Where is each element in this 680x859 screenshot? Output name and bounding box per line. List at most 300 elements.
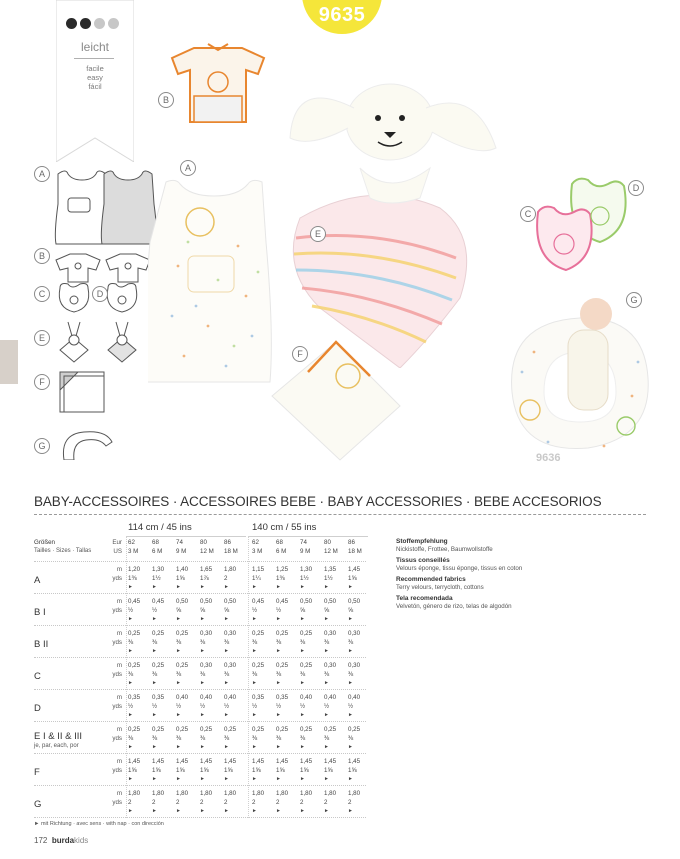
fabric-width-140: 140 cm / 55 ins [252, 522, 317, 533]
yard-cell: ⅜ [348, 735, 354, 742]
difficulty-dot [108, 18, 119, 29]
fabric-title-es: Tela recomendada [396, 595, 453, 602]
size-us-cell: 9 M [300, 548, 311, 555]
meter-cell: 0,30 [324, 630, 337, 637]
size-us-cell: 12 M [324, 548, 338, 555]
size-eur-cell: 80 [200, 539, 207, 546]
nap-arrow: ► [224, 712, 229, 718]
photo-letter-a: A [180, 160, 196, 176]
size-eur-cell: 68 [152, 539, 159, 546]
meter-cell: 0,30 [200, 630, 213, 637]
yard-cell: 1⅝ [300, 767, 309, 774]
nap-arrow: ► [224, 776, 229, 782]
nap-arrow: ► [300, 712, 305, 718]
page-number: 172 [34, 836, 48, 845]
nap-arrow: ► [276, 648, 281, 654]
meter-cell: 0,25 [252, 726, 265, 733]
meter-cell: 0,35 [128, 694, 141, 701]
nap-arrow: ► [128, 584, 133, 590]
yard-cell: ⅜ [324, 671, 330, 678]
yard-cell: 1½ [324, 575, 333, 582]
yard-cell: ⅜ [276, 671, 282, 678]
meter-cell: 1,45 [128, 758, 141, 765]
meter-cell: 0,25 [128, 630, 141, 637]
nap-arrow: ► [324, 712, 329, 718]
meter-cell: 1,45 [152, 758, 165, 765]
nap-arrow: ► [128, 808, 133, 814]
meter-cell: 1,30 [300, 566, 313, 573]
nap-arrow: ► [276, 616, 281, 622]
section-heading: BABY-ACCESSOIRES · ACCESSOIRES BEBE · BABY ACCESSORIES · BEBE ACCESORIOS [34, 494, 602, 509]
meter-cell: 0,25 [200, 726, 213, 733]
nap-arrow: ► [200, 680, 205, 686]
meter-cell: 0,45 [152, 598, 165, 605]
size-eur-cell: 74 [300, 539, 307, 546]
meter-cell: 0,25 [300, 662, 313, 669]
yard-cell: 2 [324, 799, 328, 806]
nap-arrow: ► [200, 776, 205, 782]
row-divider [34, 625, 366, 626]
unit-m: m [116, 694, 122, 701]
meter-cell: 1,15 [252, 566, 265, 573]
nap-arrow: ► [200, 616, 205, 622]
yard-cell: ½ [128, 607, 134, 614]
meter-cell: 0,30 [324, 662, 337, 669]
nap-arrow: ► [348, 680, 353, 686]
yard-cell: ⅜ [252, 671, 258, 678]
meter-cell: 0,30 [200, 662, 213, 669]
nap-arrow: ► [252, 616, 257, 622]
nap-arrow: ► [176, 776, 181, 782]
difficulty-dot [66, 18, 77, 29]
row-divider [34, 657, 366, 658]
nap-arrow: ► [152, 648, 157, 654]
nap-footnote: ► mit Richtung · avec sens · with nap · con dirección [34, 821, 164, 827]
nap-arrow: ► [152, 680, 157, 686]
nap-arrow: ► [324, 680, 329, 686]
meter-cell: 0,25 [176, 630, 189, 637]
meter-cell: 0,30 [224, 630, 237, 637]
meter-cell: 0,40 [300, 694, 313, 701]
meter-cell: 0,25 [252, 630, 265, 637]
yard-cell: ⅜ [324, 735, 330, 742]
fabric-text-de: Nickistoffe, Frottee, Baumwollstoffe [396, 546, 493, 553]
yard-cell: 2 [224, 799, 228, 806]
meter-cell: 1,45 [224, 758, 237, 765]
meter-cell: 1,45 [300, 758, 313, 765]
fabric-width-114: 114 cm / 45 ins [128, 522, 192, 533]
nap-arrow: ► [324, 776, 329, 782]
yard-cell: 1⅝ [200, 767, 209, 774]
row-divider [34, 689, 366, 690]
meter-cell: 0,40 [224, 694, 237, 701]
nap-arrow: ► [252, 584, 257, 590]
meter-cell: 0,35 [276, 694, 289, 701]
yard-cell: ⅜ [300, 639, 306, 646]
nap-arrow: ► [300, 648, 305, 654]
nap-arrow: ► [152, 808, 157, 814]
meter-cell: 0,30 [348, 662, 361, 669]
yard-cell: ½ [152, 607, 158, 614]
row-label: B II [34, 639, 49, 650]
yard-cell: ⅜ [128, 671, 134, 678]
yard-cell: 2 [252, 799, 256, 806]
yard-cell: 1¼ [252, 575, 261, 582]
photo-nursing-pillow [508, 292, 650, 460]
unit-yds: yds [112, 735, 122, 742]
size-eur-cell: 80 [324, 539, 331, 546]
meter-cell: 0,25 [152, 726, 165, 733]
unit-m: m [116, 790, 122, 797]
nap-arrow: ► [200, 648, 205, 654]
row-divider [34, 753, 366, 754]
yard-cell: ⅜ [348, 671, 354, 678]
difficulty-label-en: easy [87, 73, 103, 82]
yard-cell: 2 [200, 799, 204, 806]
brand-name: burda [51, 836, 75, 845]
yard-cell: ⅜ [176, 735, 182, 742]
nap-arrow: ► [348, 712, 353, 718]
meter-cell: 0,50 [324, 598, 337, 605]
meter-cell: 0,25 [152, 662, 165, 669]
meter-cell: 0,45 [252, 598, 265, 605]
column-group-divider [126, 536, 127, 818]
yard-cell: ⅜ [276, 639, 282, 646]
yard-cell: ⅜ [152, 639, 158, 646]
nap-arrow: ► [176, 744, 181, 750]
row-label: A [34, 575, 41, 586]
nap-arrow: ► [176, 648, 181, 654]
yard-cell: ½ [276, 703, 282, 710]
nap-arrow: ► [252, 712, 257, 718]
fabric-title-de: Stoffempfehlung [396, 538, 448, 545]
drawing-sleeping-bag [55, 171, 156, 244]
yard-cell: 1⅞ [200, 575, 209, 582]
unit-yds: yds [112, 799, 122, 806]
nap-arrow: ► [152, 584, 157, 590]
nap-arrow: ► [176, 584, 181, 590]
meter-cell: 0,35 [252, 694, 265, 701]
nap-arrow: ► [176, 680, 181, 686]
yard-cell: ⅜ [200, 735, 206, 742]
row-divider [34, 721, 366, 722]
nap-arrow: ► [300, 808, 305, 814]
nap-arrow: ► [200, 584, 205, 590]
size-us-cell: 12 M [200, 548, 214, 555]
photo-letter-f: F [292, 346, 308, 362]
yard-cell: ⅜ [300, 671, 306, 678]
width-group-rule-1 [126, 536, 246, 537]
meter-cell: 1,45 [276, 758, 289, 765]
yard-cell: 1⅝ [224, 767, 233, 774]
nap-arrow: ► [200, 712, 205, 718]
yard-cell: 1½ [152, 575, 161, 582]
size-us-cell: 18 M [348, 548, 362, 555]
meter-cell: 1,80 [348, 790, 361, 797]
yard-cell: ½ [252, 607, 258, 614]
column-group-divider [248, 536, 249, 818]
yard-cell: 2 [276, 799, 280, 806]
size-eur-cell: 62 [128, 539, 135, 546]
yard-cell: 1⅝ [252, 767, 261, 774]
nap-arrow: ► [224, 744, 229, 750]
meter-cell: 1,80 [224, 566, 237, 573]
yard-cell: ⅜ [224, 671, 230, 678]
view-letter-d: D [92, 286, 108, 302]
yard-cell: ½ [176, 703, 182, 710]
nap-arrow: ► [300, 680, 305, 686]
meter-cell: 0,25 [276, 726, 289, 733]
yard-cell: ⅜ [252, 639, 258, 646]
yard-cell: ⅜ [252, 735, 258, 742]
unit-yds: yds [112, 703, 122, 710]
nap-arrow: ► [128, 616, 133, 622]
row-divider [34, 593, 366, 594]
yard-cell: 1⅝ [176, 575, 185, 582]
nap-arrow: ► [128, 776, 133, 782]
meter-cell: 0,25 [300, 726, 313, 733]
view-letter-b: B [34, 248, 50, 264]
size-eur-cell: 86 [348, 539, 355, 546]
meter-cell: 1,45 [252, 758, 265, 765]
difficulty-dot [80, 18, 91, 29]
unit-yds: yds [112, 671, 122, 678]
meter-cell: 1,80 [300, 790, 313, 797]
sizes-label: Größen [34, 539, 55, 546]
nap-arrow: ► [276, 744, 281, 750]
yard-cell: ⅜ [300, 735, 306, 742]
size-eur-cell: 68 [276, 539, 283, 546]
cross-reference-pattern: 9636 [536, 452, 561, 464]
brand-suffix: kids [74, 836, 89, 845]
meter-cell: 0,50 [300, 598, 313, 605]
nap-arrow: ► [224, 680, 229, 686]
nap-arrow: ► [152, 776, 157, 782]
meter-cell: 1,80 [152, 790, 165, 797]
technical-drawings [46, 160, 156, 460]
row-divider [34, 785, 366, 786]
nap-arrow: ► [324, 616, 329, 622]
fabric-title-fr: Tissus conseillés [396, 557, 450, 564]
meter-cell: 0,45 [128, 598, 141, 605]
size-system-us: US [113, 548, 122, 555]
unit-m: m [116, 758, 122, 765]
pattern-number: 9635 [318, 4, 366, 26]
view-letter-a: A [34, 166, 50, 182]
yard-cell: ⅜ [200, 671, 206, 678]
meter-cell: 0,50 [176, 598, 189, 605]
row-label: B I [34, 607, 46, 618]
fabric-text-fr: Velours éponge, tissu éponge, tissus en coton [396, 565, 523, 572]
yard-cell: ⅜ [128, 735, 134, 742]
unit-yds: yds [112, 575, 122, 582]
nap-arrow: ► [152, 616, 157, 622]
yard-cell: 2 [300, 799, 304, 806]
row-label: G [34, 799, 42, 810]
nap-arrow: ► [200, 744, 205, 750]
meter-cell: 1,80 [252, 790, 265, 797]
difficulty-label-fr: facile [86, 64, 104, 73]
yard-cell: ⅝ [300, 607, 306, 614]
meter-cell: 1,45 [200, 758, 213, 765]
yard-cell: ½ [224, 703, 230, 710]
yard-cell: ½ [128, 703, 134, 710]
meter-cell: 0,50 [200, 598, 213, 605]
yard-cell: 1⅝ [348, 767, 357, 774]
photo-bibs [532, 172, 632, 284]
photo-letter-g: G [626, 292, 642, 308]
meter-cell: 0,50 [224, 598, 237, 605]
yard-cell: ⅜ [128, 639, 134, 646]
nap-arrow: ► [348, 776, 353, 782]
nap-arrow: ► [252, 808, 257, 814]
meter-cell: 0,25 [152, 630, 165, 637]
yard-cell: 1⅝ [324, 767, 333, 774]
meter-cell: 1,80 [224, 790, 237, 797]
fabric-recommendations [396, 538, 646, 614]
section-tab [0, 340, 18, 384]
yard-cell: ⅝ [348, 607, 354, 614]
nap-arrow: ► [252, 776, 257, 782]
size-us-cell: 3 M [252, 548, 263, 555]
nap-arrow: ► [300, 584, 305, 590]
yard-cell: 2 [152, 799, 156, 806]
size-us-cell: 6 M [152, 548, 163, 555]
nap-arrow: ► [152, 712, 157, 718]
meter-cell: 1,45 [176, 758, 189, 765]
size-system-eur: Eur [112, 539, 122, 546]
meter-cell: 0,25 [348, 726, 361, 733]
yard-cell: 1⅝ [128, 767, 137, 774]
yard-cell: ⅜ [152, 735, 158, 742]
nap-arrow: ► [300, 744, 305, 750]
yard-cell: 1⅜ [128, 575, 137, 582]
row-divider [34, 561, 366, 562]
fabric-text-en: Terry velours, terrycloth, cottons [396, 584, 484, 591]
yard-cell: ⅝ [176, 607, 182, 614]
yard-cell: ⅜ [224, 639, 230, 646]
yard-cell: 1½ [300, 575, 309, 582]
photo-letter-b: B [158, 92, 174, 108]
yard-cell: ⅝ [224, 607, 230, 614]
photo-letter-e: E [310, 226, 326, 242]
meter-cell: 0,25 [128, 726, 141, 733]
meter-cell: 0,25 [276, 630, 289, 637]
view-letter-g: G [34, 438, 50, 454]
meter-cell: 0,50 [348, 598, 361, 605]
nap-arrow: ► [324, 648, 329, 654]
meter-cell: 0,40 [348, 694, 361, 701]
yard-cell: ½ [300, 703, 306, 710]
size-eur-cell: 62 [252, 539, 259, 546]
drawing-bunny-cuddlers [60, 322, 136, 362]
nap-arrow: ► [128, 680, 133, 686]
size-us-cell: 9 M [176, 548, 187, 555]
yard-cell: 2 [348, 799, 352, 806]
nap-arrow: ► [276, 776, 281, 782]
meter-cell: 1,45 [348, 566, 361, 573]
nap-arrow: ► [324, 808, 329, 814]
yard-cell: ⅜ [348, 639, 354, 646]
nap-arrow: ► [348, 808, 353, 814]
meter-cell: 1,30 [152, 566, 165, 573]
row-divider [34, 817, 366, 818]
size-us-cell: 3 M [128, 548, 139, 555]
meter-cell: 1,25 [276, 566, 289, 573]
meter-cell: 0,25 [276, 662, 289, 669]
meter-cell: 0,25 [176, 726, 189, 733]
meter-cell: 0,45 [276, 598, 289, 605]
nap-arrow: ► [348, 584, 353, 590]
unit-yds: yds [112, 767, 122, 774]
yard-cell: 2 [224, 575, 228, 582]
nap-arrow: ► [300, 616, 305, 622]
meter-cell: 1,80 [128, 790, 141, 797]
nap-arrow: ► [128, 648, 133, 654]
yard-cell: ½ [200, 703, 206, 710]
meter-cell: 0,40 [324, 694, 337, 701]
width-group-rule-2 [248, 536, 368, 537]
photo-letter-d: D [628, 180, 644, 196]
nap-arrow: ► [252, 648, 257, 654]
photo-letter-c: C [520, 206, 536, 222]
nap-arrow: ► [348, 744, 353, 750]
unit-m: m [116, 566, 122, 573]
row-label: E I & II & III [34, 731, 83, 742]
row-label: D [34, 703, 41, 714]
nap-arrow: ► [276, 808, 281, 814]
nap-arrow: ► [224, 584, 229, 590]
size-eur-cell: 86 [224, 539, 231, 546]
meter-cell: 1,65 [200, 566, 213, 573]
meter-cell: 0,25 [252, 662, 265, 669]
nap-arrow: ► [152, 744, 157, 750]
nap-arrow: ► [276, 712, 281, 718]
drawing-nursing-pillow [63, 432, 112, 460]
nap-arrow: ► [300, 776, 305, 782]
nap-arrow: ► [224, 616, 229, 622]
drawing-hooded-towel [60, 372, 104, 412]
yard-cell: ½ [348, 703, 354, 710]
yard-cell: 1⅝ [348, 575, 357, 582]
unit-m: m [116, 662, 122, 669]
yard-cell: ⅜ [324, 639, 330, 646]
nap-arrow: ► [176, 712, 181, 718]
yard-cell: 2 [176, 799, 180, 806]
yard-cell: ½ [252, 703, 258, 710]
yard-cell: 1⅝ [152, 767, 161, 774]
yard-cell: ⅜ [276, 735, 282, 742]
fabric-text-es: Velvetón, género de rizo, telas de algodón [396, 603, 512, 610]
nap-arrow: ► [276, 680, 281, 686]
nap-arrow: ► [176, 808, 181, 814]
nap-arrow: ► [324, 744, 329, 750]
meter-cell: 1,20 [128, 566, 141, 573]
difficulty-ribbon [56, 0, 134, 162]
meter-cell: 1,45 [324, 758, 337, 765]
nap-arrow: ► [128, 712, 133, 718]
meter-cell: 0,40 [200, 694, 213, 701]
difficulty-dots [66, 18, 119, 29]
nap-arrow: ► [252, 680, 257, 686]
page-footer [34, 836, 88, 845]
sizes-label-sub: Tailles · Sizes · Tallas [34, 548, 92, 554]
meter-cell: 0,30 [224, 662, 237, 669]
nap-arrow: ► [348, 648, 353, 654]
yard-cell: ⅜ [176, 639, 182, 646]
meter-cell: 1,80 [324, 790, 337, 797]
meter-cell: 1,80 [200, 790, 213, 797]
